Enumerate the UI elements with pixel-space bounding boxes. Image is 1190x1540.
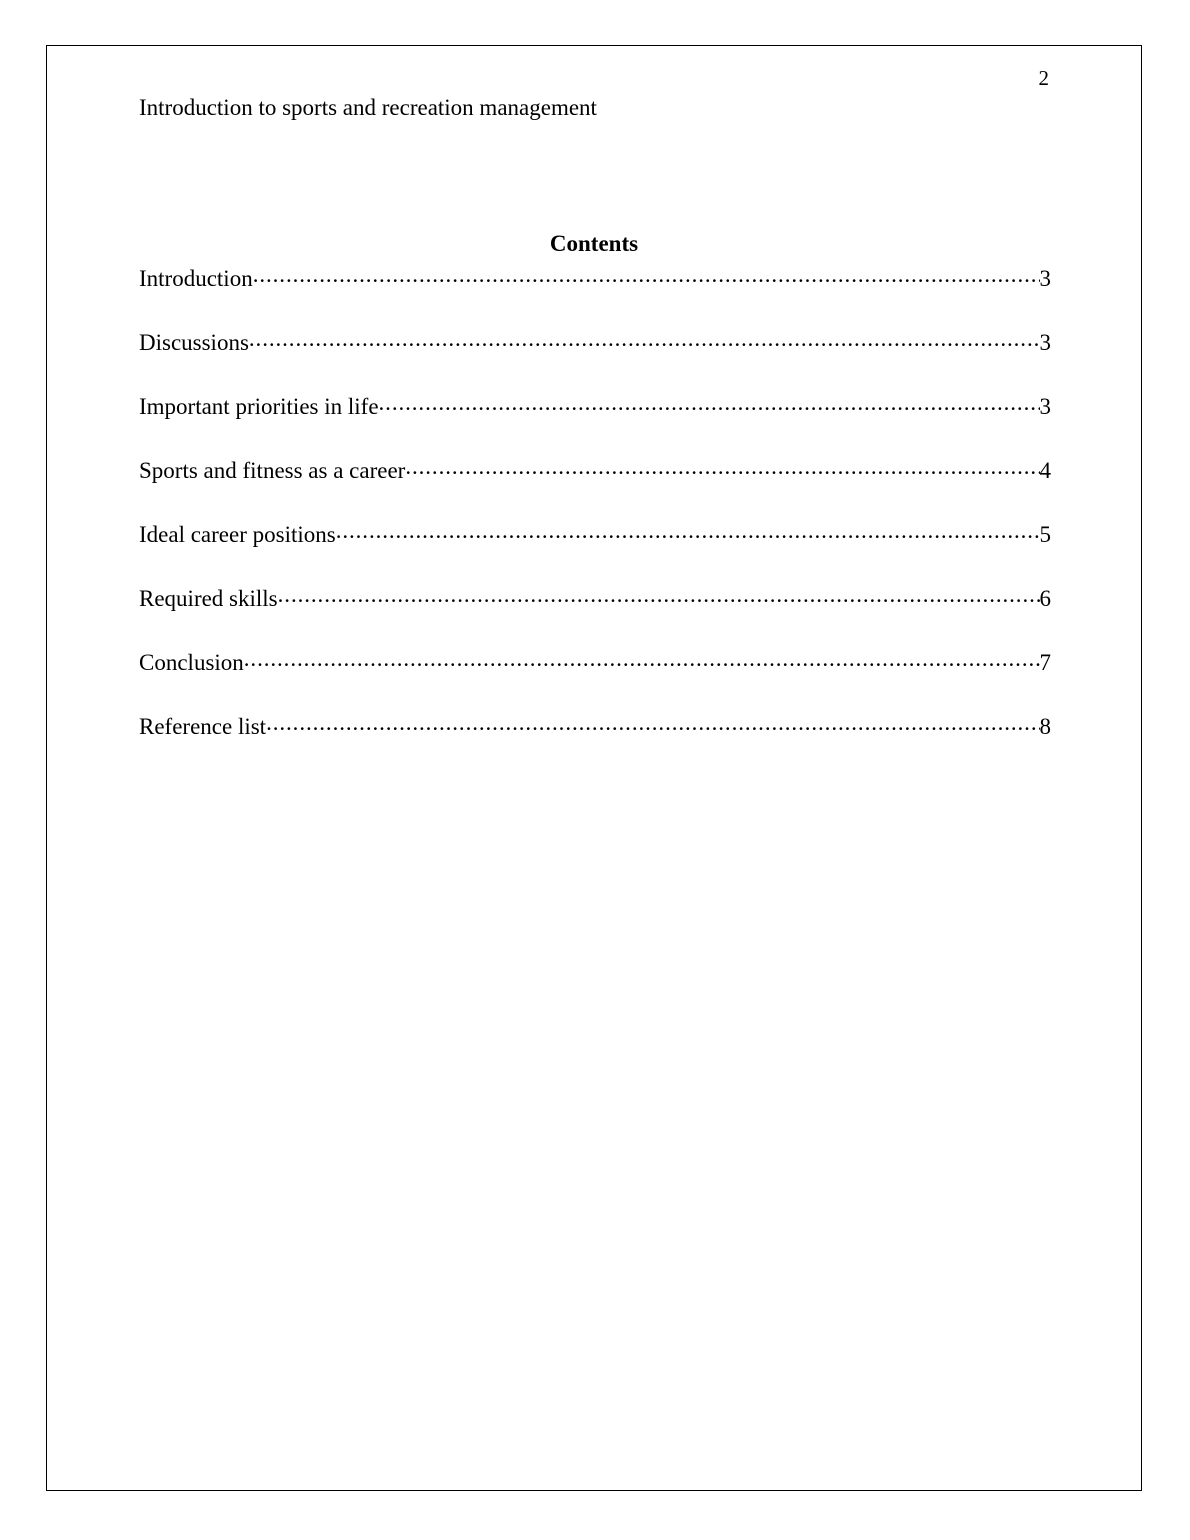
- toc-dot-leader: [253, 263, 1040, 286]
- toc-entry[interactable]: [139, 583, 1051, 647]
- contents-heading: Contents: [549, 231, 639, 256]
- toc-entry-label: Introduction: [139, 266, 253, 291]
- page-header: [47, 46, 1141, 166]
- toc-entry[interactable]: [139, 455, 1051, 519]
- document-page: [46, 45, 1142, 1491]
- toc-entry-label: Important priorities in life: [139, 394, 379, 419]
- toc-entry-page-number: 8: [1039, 714, 1051, 739]
- toc-dot-leader: [379, 391, 1040, 414]
- toc-dot-leader: [405, 455, 1039, 478]
- header-page-number: 2: [1038, 66, 1049, 90]
- toc-entry[interactable]: [139, 327, 1051, 391]
- toc-entry-label: Required skills: [139, 586, 278, 611]
- toc-entry[interactable]: [139, 391, 1051, 455]
- table-of-contents: [139, 263, 1051, 775]
- toc-entry-page-number: 6: [1039, 586, 1051, 611]
- toc-entry-label: Sports and fitness as a career: [139, 458, 406, 483]
- toc-entry[interactable]: [139, 263, 1051, 327]
- toc-entry-label: Conclusion: [139, 650, 244, 675]
- toc-entry-page-number: 5: [1039, 522, 1051, 547]
- toc-entry-page-number: 3: [1039, 330, 1051, 355]
- toc-entry-page-number: 3: [1039, 266, 1051, 291]
- toc-entry[interactable]: [139, 711, 1051, 775]
- toc-entry-label: Ideal career positions: [139, 522, 336, 547]
- document-title: Introduction to sports and recreation management: [139, 95, 597, 120]
- toc-entry-label: Reference list: [139, 714, 267, 739]
- toc-dot-leader: [244, 647, 1040, 670]
- toc-entry-page-number: 4: [1039, 458, 1051, 483]
- toc-entry-page-number: 7: [1039, 650, 1051, 675]
- toc-dot-leader: [336, 519, 1040, 542]
- toc-entry-page-number: 3: [1039, 394, 1051, 419]
- toc-entry[interactable]: [139, 519, 1051, 583]
- toc-dot-leader: [249, 327, 1040, 350]
- toc-dot-leader: [278, 583, 1040, 606]
- toc-entry-label: Discussions: [139, 330, 249, 355]
- toc-entry[interactable]: [139, 647, 1051, 711]
- toc-dot-leader: [266, 711, 1039, 734]
